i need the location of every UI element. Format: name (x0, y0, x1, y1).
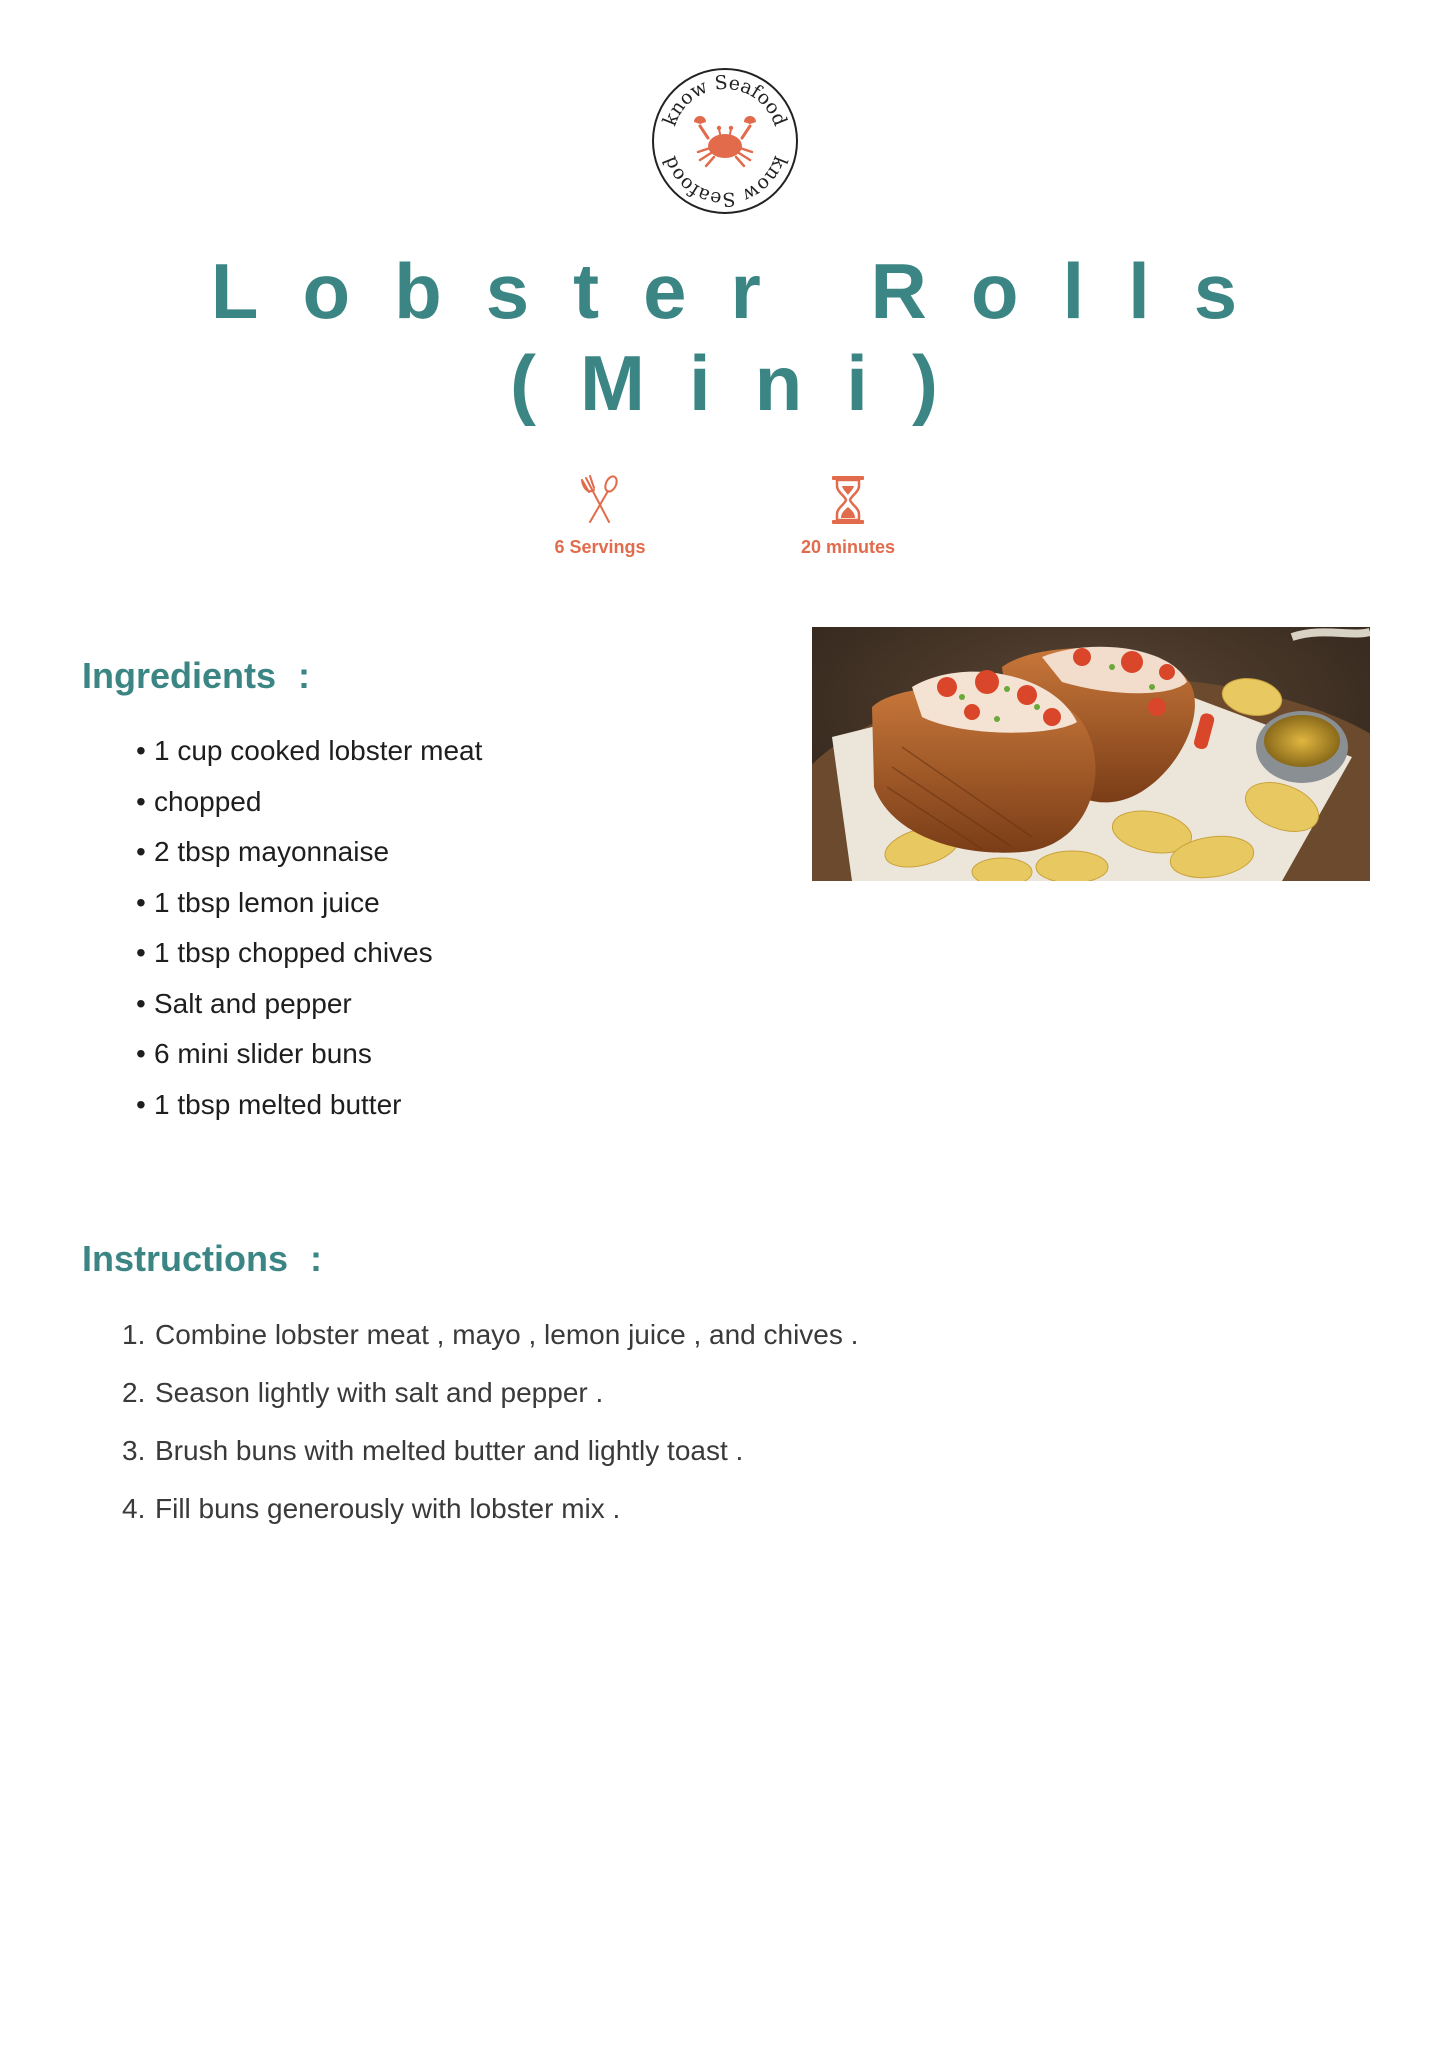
list-item: • chopped (136, 785, 262, 817)
recipe-title-line-1: Lobster Rolls (210, 247, 1282, 335)
ingredient-text: Salt and pepper (154, 987, 352, 1019)
ingredient-text: 1 tbsp lemon juice (154, 886, 380, 918)
ingredient-text: 1 cup cooked lobster meat (154, 735, 483, 766)
instructions-heading (82, 1238, 322, 1280)
ingredient-text: 1 tbsp melted butter (154, 1088, 402, 1120)
ingredients-heading-colon: : (298, 655, 311, 696)
utensils-icon (520, 474, 680, 531)
recipe-title-line-2: (Mini) (510, 339, 982, 427)
list-item: • 6 mini slider buns (136, 1038, 372, 1069)
instruction-text: Fill buns generously with lobster mix . (155, 1493, 621, 1524)
instruction-text: Season lightly with salt and pepper . (155, 1377, 604, 1408)
list-item: • 1 tbsp melted butter (136, 1088, 402, 1120)
ingredients-list (136, 726, 482, 1130)
instructions-heading-colon: : (310, 1238, 323, 1279)
instruction-text: Brush buns with melted butter and lightly toast . (155, 1435, 744, 1466)
servings-label: 6 Servings (554, 537, 646, 557)
hourglass-icon (768, 474, 928, 531)
list-item: 4. Fill buns generously with lobster mix . (122, 1493, 621, 1524)
list-item: • 1 tbsp chopped chives (136, 937, 433, 968)
instruction-text: Combine lobster meat , mayo , lemon juice , and chives . (155, 1319, 859, 1350)
lobster-rolls-photo (812, 627, 1370, 881)
logo-text-bottom: know Seafood (658, 153, 792, 211)
list-item: • 1 tbsp lemon juice (136, 886, 380, 918)
list-item: • Salt and pepper (136, 987, 352, 1019)
recipe-title (0, 245, 1448, 429)
list-item: • 1 cup cooked lobster meat (136, 735, 483, 766)
ingredient-text: 6 mini slider buns (154, 1038, 372, 1069)
list-item: 1. Combine lobster meat , mayo , lemon juice , and chives . (122, 1319, 859, 1350)
time-label: 20 minutes (800, 537, 896, 557)
logo-text-top: know Seafood (658, 71, 792, 129)
list-item: • 2 tbsp mayonnaise (136, 836, 390, 867)
brand-logo (650, 66, 800, 216)
list-item: 2. Season lightly with salt and pepper . (122, 1377, 604, 1408)
list-item: 3. Brush buns with melted butter and lightly toast . (122, 1435, 744, 1466)
ingredients-heading (82, 655, 310, 697)
instructions-list (122, 1306, 858, 1538)
time-info (768, 474, 928, 558)
ingredient-text: chopped (154, 785, 262, 817)
instructions-heading-text: Instructions (82, 1238, 289, 1279)
ingredient-text: 1 tbsp chopped chives (154, 937, 433, 968)
ingredient-text: 2 tbsp mayonnaise (154, 836, 390, 867)
ingredients-heading-text: Ingredients (82, 655, 277, 696)
servings-info (520, 474, 680, 558)
